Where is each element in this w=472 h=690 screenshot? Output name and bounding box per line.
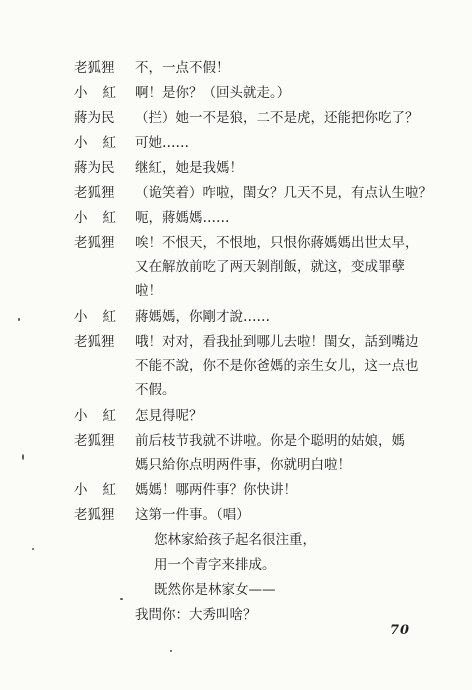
dialogue-text: 不假。 [135, 382, 176, 398]
dialogue-text: 不能不說，你不是你爸媽的亲生女儿，这一点也 [135, 358, 419, 374]
dialogue-line [0, 330, 472, 354]
speaker-name: 小紅 [74, 309, 131, 325]
speaker-name: 小紅 [74, 210, 131, 226]
speaker-name: 蔣为民 [74, 110, 115, 126]
dialogue-text: 媽媽！哪两件事？你快讲！ [135, 482, 297, 498]
dialogue-line [0, 131, 472, 155]
verse-text: 用一个青字来排成。 [154, 557, 276, 573]
song-verse-line [0, 528, 472, 552]
dialogue-text: 呃，蔣媽媽…… [135, 210, 230, 226]
scan-speck [170, 650, 172, 652]
scan-speck [18, 318, 20, 321]
dialogue-continuation [0, 354, 472, 378]
scan-speck [22, 454, 24, 460]
dialogue-text: 继紅，她是我媽！ [135, 160, 243, 176]
dialogue-continuation [0, 279, 472, 303]
dialogue-text: 不，一点不假！ [135, 60, 230, 76]
dialogue-text: 唉！不恨天，不恨地，只恨你蔣媽媽出世太早， [135, 235, 419, 251]
speaker-name: 小紅 [74, 408, 131, 424]
dialogue-text: （拦）她一不是狼，二不是虎，还能把你吃了？ [135, 110, 419, 126]
speaker-name: 老狐狸 [74, 185, 115, 201]
dialogue-text: 这第一件事。（唱） [135, 507, 250, 523]
dialogue-line [0, 305, 472, 329]
dialogue-continuation [0, 453, 472, 477]
speaker-name: 小紅 [74, 482, 131, 498]
verse-text: 您林家給孩子起名很注重， [154, 532, 316, 548]
dialogue-text: 蔣媽媽，你剛才說…… [135, 309, 270, 325]
verse-text: 我問你：大秀叫啥？ [135, 607, 257, 623]
dialogue-line [0, 106, 472, 130]
speaker-name: 老狐狸 [74, 235, 115, 251]
dialogue-text: 前后枝节我就不讲啦。你是个聪明的姑娘，媽 [135, 433, 405, 449]
dialogue-text: 啦！ [135, 283, 162, 299]
dialogue-line [0, 429, 472, 453]
scan-speck [120, 598, 123, 600]
speaker-name: 老狐狸 [74, 60, 115, 76]
song-verse-line [0, 578, 472, 602]
dialogue-text: 怎見得呢？ [135, 408, 203, 424]
dialogue-text: 啊！是你？（回头就走。） [135, 85, 291, 101]
scan-speck [32, 548, 34, 550]
speaker-name: 小紅 [74, 85, 131, 101]
speaker-name: 蔣为民 [74, 160, 115, 176]
dialogue-line [0, 478, 472, 502]
dialogue-text: 又在解放前吃了两天剝削飯，就这，变成罪孽 [135, 259, 405, 275]
speaker-name: 老狐狸 [74, 433, 115, 449]
dialogue-text: 媽只給你点明两件事，你就明白啦！ [135, 457, 351, 473]
dialogue-text: （诡笑着）咋啦，閨女？几天不見，有点认生啦？ [135, 185, 432, 201]
verse-text: 既然你是林家女—— [154, 582, 276, 598]
dialogue-line [0, 156, 472, 180]
speaker-name: 小紅 [74, 135, 131, 151]
dialogue-line [0, 206, 472, 230]
dialogue-line [0, 56, 472, 80]
dialogue-line [0, 503, 472, 527]
dialogue-line [0, 404, 472, 428]
dialogue-line [0, 231, 472, 255]
speaker-name: 老狐狸 [74, 334, 115, 350]
dialogue-continuation [0, 378, 472, 402]
dialogue-line [0, 181, 472, 205]
dialogue-text: 哦！对对，看我扯到哪儿去啦！閨女，話到嘴边 [135, 334, 419, 350]
page-number: 70 [390, 623, 411, 638]
dialogue-line [0, 81, 472, 105]
speaker-name: 老狐狸 [74, 507, 115, 523]
dialogue-continuation [0, 255, 472, 279]
song-verse-line [0, 553, 472, 577]
dialogue-text: 可她…… [135, 135, 189, 151]
